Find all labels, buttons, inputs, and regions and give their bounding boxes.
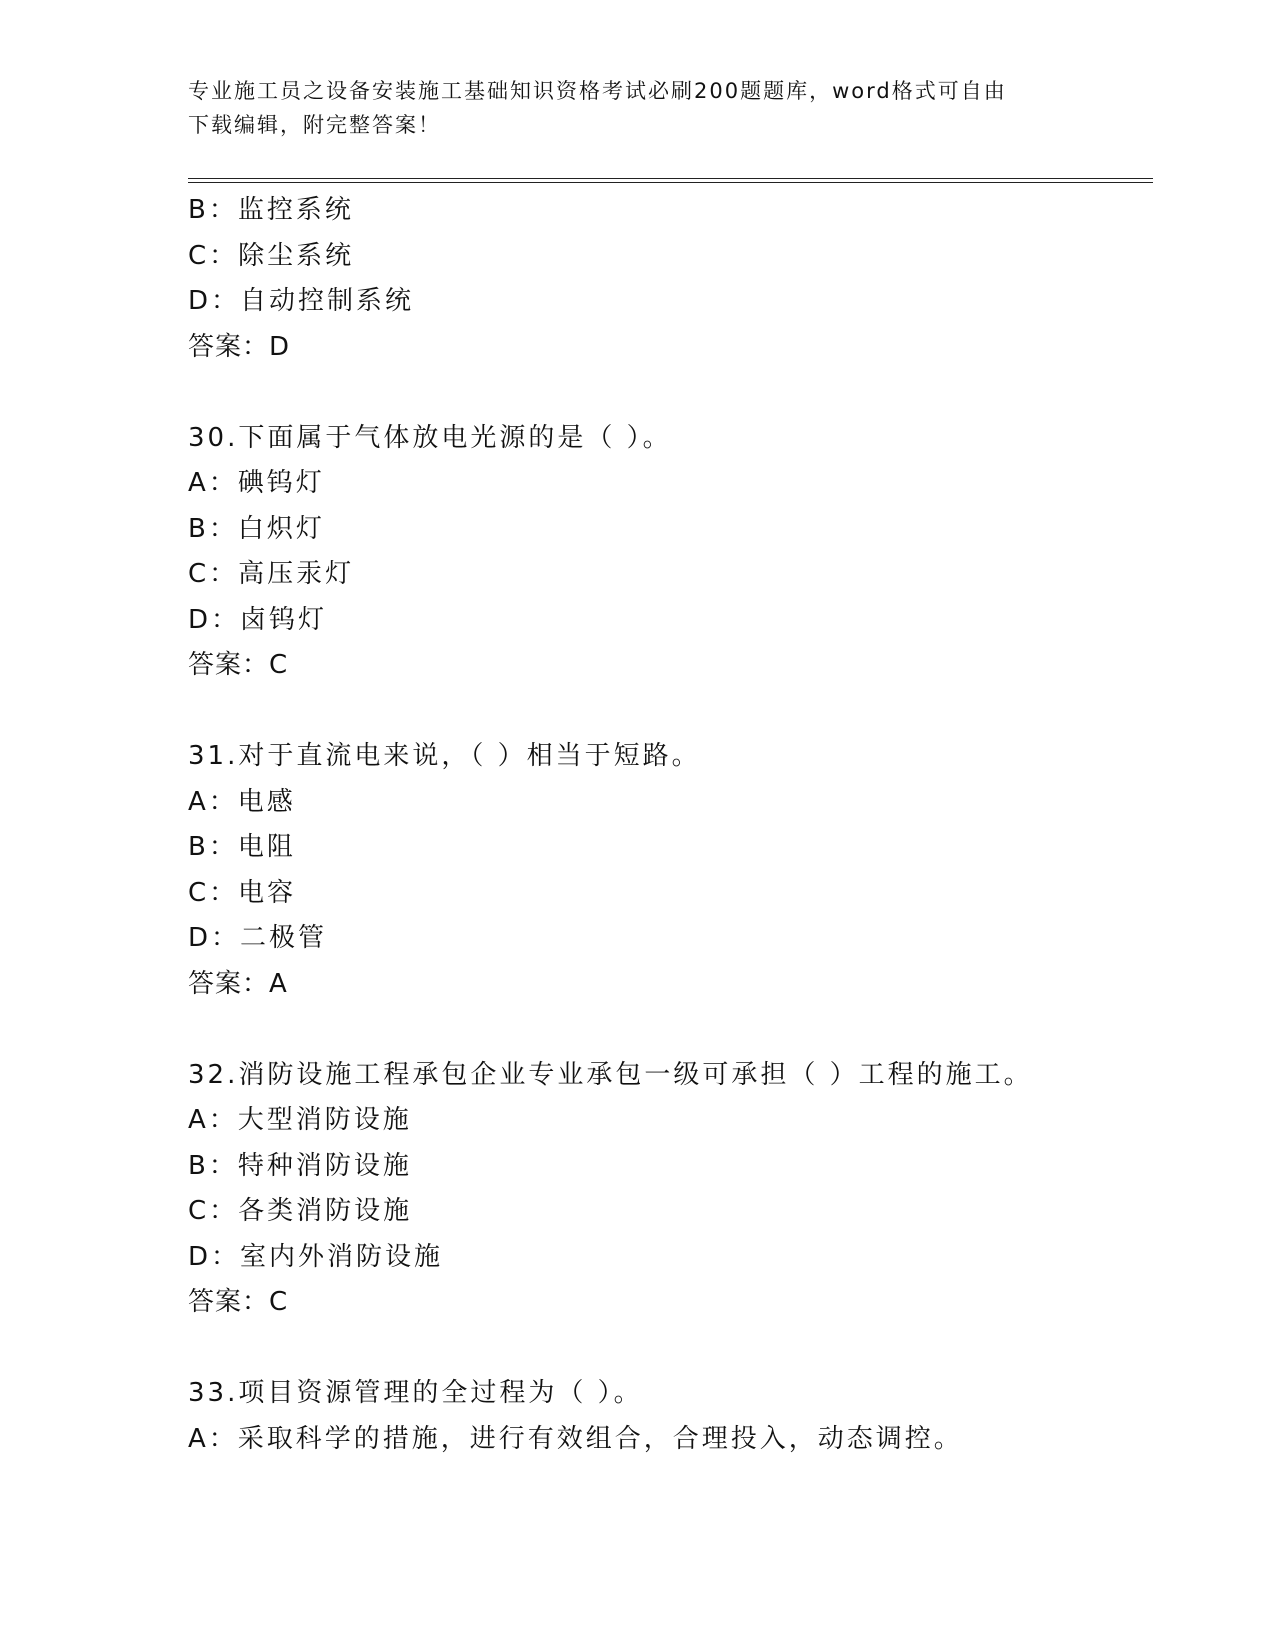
option-a: A：采取科学的措施，进行有效组合，合理投入，动态调控。: [188, 1423, 963, 1454]
option-b: B：监控系统: [188, 195, 354, 225]
spacer: [188, 1007, 1158, 1053]
option-d: D：卤钨灯: [188, 604, 328, 635]
question-33: [188, 1371, 1158, 1462]
option-c: C：各类消防设施: [188, 1196, 413, 1226]
option-c: C：高压汞灯: [188, 559, 355, 589]
option-b: B：特种消防设施: [188, 1150, 412, 1181]
spacer: [188, 1326, 1158, 1372]
spacer: [188, 370, 1158, 416]
option-d: D：二极管: [188, 923, 328, 953]
answer-line: 答案：C: [188, 650, 289, 680]
answer-line: 答案：C: [188, 1287, 289, 1317]
option-a: A：碘钨灯: [188, 468, 325, 498]
spacer: [188, 689, 1158, 735]
document-header: [188, 74, 1088, 142]
header-title-line-2: 下载编辑，附完整答案！: [188, 113, 441, 137]
question-stem: 31.对于直流电来说，（ ）相当于短路。: [188, 741, 701, 771]
question-29-continued: [188, 188, 1158, 370]
question-stem: 33.项目资源管理的全过程为（ ）。: [188, 1378, 643, 1408]
option-a: A：大型消防设施: [188, 1105, 412, 1135]
option-d: D：室内外消防设施: [188, 1241, 444, 1272]
question-30: [188, 416, 1158, 689]
option-b: B：白炽灯: [188, 513, 325, 544]
question-list: [188, 188, 1158, 1462]
option-c: C：除尘系统: [188, 240, 355, 271]
answer-line: 答案：D: [188, 331, 291, 362]
option-b: B：电阻: [188, 832, 296, 862]
header-divider: [188, 178, 1153, 183]
option-d: D：自动控制系统: [188, 286, 415, 316]
question-stem: 32.消防设施工程承包企业专业承包一级可承担（ ）工程的施工。: [188, 1059, 1033, 1090]
answer-line: 答案：A: [188, 968, 288, 999]
question-31: [188, 734, 1158, 1007]
question-stem: 30.下面属于气体放电光源的是（ ）。: [188, 422, 672, 453]
question-32: [188, 1053, 1158, 1326]
option-a: A：电感: [188, 786, 296, 817]
option-c: C：电容: [188, 877, 297, 908]
header-title-line-1: 专业施工员之设备安装施工基础知识资格考试必刷200题题库，word格式可自由: [188, 79, 1007, 103]
